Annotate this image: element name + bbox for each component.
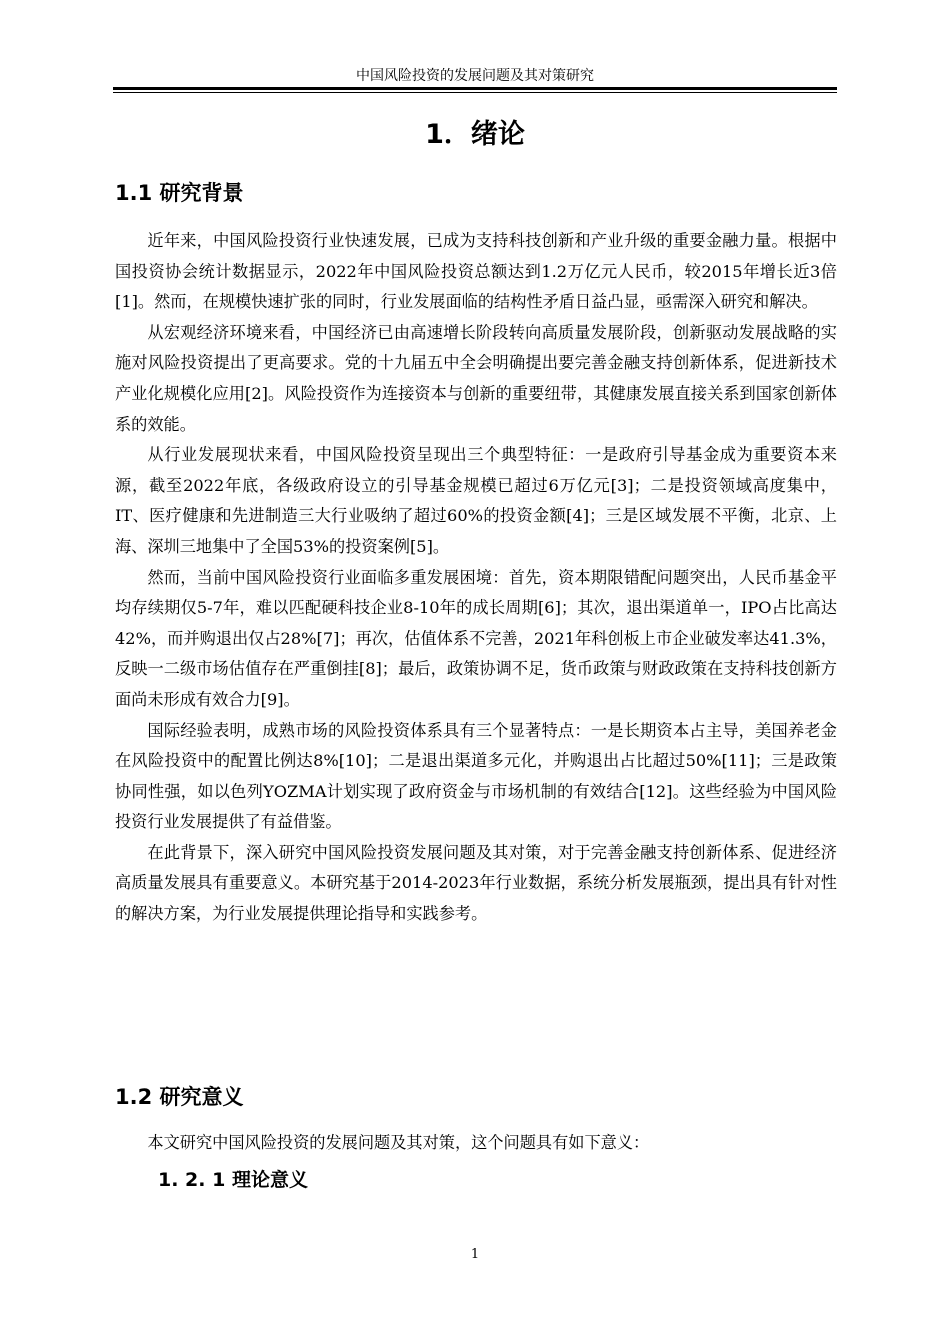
paragraph: 然而，当前中国风险投资行业面临多重发展困境：首先，资本期限错配问题突出，人民币基金平均存续期仅5-7年，难以匹配硬科技企业8-10年的成长周期[6]；其次，退出渠道单一，IPO占比高达42%，而并购退出仅占28%[7]；再次，估值体系不完善，2021年科创板上市企业破发率达41.3%，反映一二级市场估值存在严重倒挂[8]；最后，政策协调不足，货币政策与财政政策在支持科技创新方面尚未形成有效合力[9]。 (115, 567, 837, 709)
running-header: 中国风险投资的发展问题及其对策研究 (356, 68, 594, 84)
section-body-research-significance (115, 1128, 837, 1159)
subsection-title-theoretical-significance: 1. 2. 1 理论意义 (158, 1169, 308, 1191)
section-body-research-background (115, 226, 837, 930)
page-number: 1 (470, 1247, 480, 1262)
chapter-title: 1．绪论 (425, 119, 525, 150)
paragraph: 国际经验表明，成熟市场的风险投资体系具有三个显著特点：一是长期资本占主导，美国养老金在风险投资中的配置比例达8%[10]；二是退出渠道多元化，并购退出占比超过50%[11]；三是政策协同性强，如以色列YOZMA计划实现了政府资金与市场机制的有效结合[12]。这些经验为中国风险投资行业发展提供了有益借鉴。 (115, 720, 837, 832)
section-title-research-background: 1.1 研究背景 (115, 181, 244, 205)
header-rule-thin (113, 92, 837, 93)
header-rule-thick (113, 87, 837, 90)
paragraph: 从行业发展现状来看，中国风险投资呈现出三个典型特征：一是政府引导基金成为重要资本来源，截至2022年底，各级政府设立的引导基金规模已超过6万亿元[3]；二是投资领域高度集中，IT、医疗健康和先进制造三大行业吸纳了超过60%的投资金额[4]；三是区域发展不平衡，北京、上海、深圳三地集中了全国53%的投资案例[5]。 (115, 445, 837, 556)
paragraph: 从宏观经济环境来看，中国经济已由高速增长阶段转向高质量发展阶段，创新驱动发展战略的实施对风险投资提出了更高要求。党的十九届五中全会明确提出要完善金融支持创新体系，促进新技术产业化规模化应用[2]。风险投资作为连接资本与创新的重要纽带，其健康发展直接关系到国家创新体系的效能。 (115, 322, 837, 434)
paragraph: 本文研究中国风险投资的发展问题及其对策，这个问题具有如下意义： (147, 1133, 650, 1152)
section-title-research-significance: 1.2 研究意义 (115, 1085, 244, 1109)
paragraph: 近年来，中国风险投资行业快速发展，已成为支持科技创新和产业升级的重要金融力量。根据中国投资协会统计数据显示，2022年中国风险投资总额达到1.2万亿元人民币，较2015年增长近3倍[1]。然而，在规模快速扩张的同时，行业发展面临的结构性矛盾日益凸显，亟需深入研究和解决。 (115, 231, 837, 312)
paragraph: 在此背景下，深入研究中国风险投资发展问题及其对策，对于完善金融支持创新体系、促进经济高质量发展具有重要意义。本研究基于2014-2023年行业数据，系统分析发展瓶颈，提出具有针对性的解决方案，为行业发展提供理论指导和实践参考。 (115, 842, 837, 924)
